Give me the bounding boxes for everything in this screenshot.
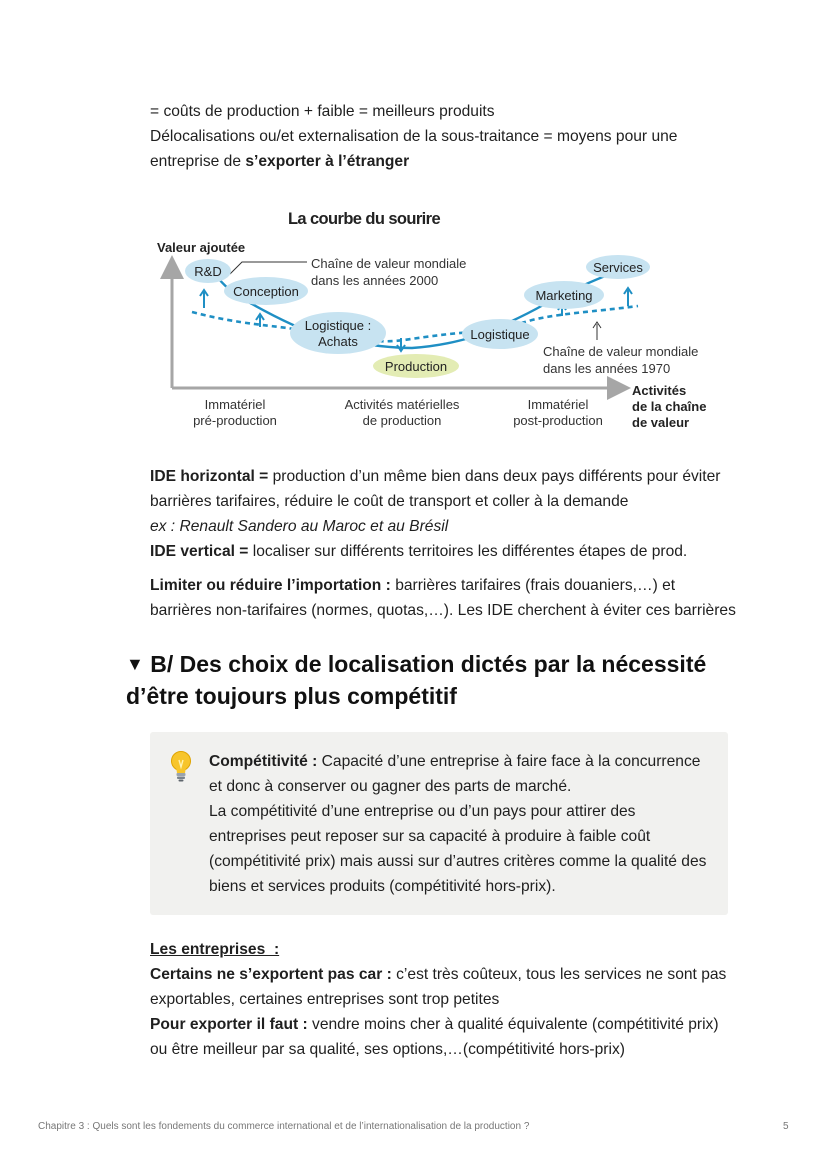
node-logistique-achats-1: Logistique : — [304, 318, 372, 333]
intro-line-1 — [150, 99, 740, 124]
page-number: 5 — [783, 1121, 789, 1132]
node-logistique: Logistique — [470, 327, 530, 342]
no-export-paragraph — [150, 962, 740, 1012]
callout-text — [209, 749, 709, 899]
footer-chapter: Chapitre 3 : Quels sont les fondements du commerce international et de l’internationalisation de la production ? — [38, 1121, 530, 1132]
annotation-2000-line-2: dans les années 2000 — [311, 273, 439, 288]
bubble-logistique — [462, 319, 538, 349]
bubble-rd — [185, 259, 231, 283]
no-export-label: Certains ne s’exportent pas car : — [150, 966, 392, 983]
annotation-1970-line-2: dans les années 1970 — [543, 361, 671, 376]
node-logistique-achats-2: Achats — [318, 334, 358, 349]
companies-heading: Les entreprises : — [150, 941, 280, 958]
intro-line-2 — [150, 124, 740, 174]
annotation-2000-line-1: Chaîne de valeur mondiale — [311, 256, 467, 271]
ide-vertical-text: localiser sur différents territoires les différentes étapes de prod. — [248, 543, 688, 560]
ide-horizontal-text: production d’un même bien dans deux pays différents pour éviter barrières tarifaires, réduire le coût de transport et coller à la demande — [150, 468, 721, 510]
annotation-2000-leader — [230, 262, 307, 274]
lightbulb-icon — [168, 750, 194, 784]
category-post-2: post-production — [513, 413, 603, 428]
ide-vertical-label: IDE vertical = — [150, 543, 249, 560]
export-paragraph — [150, 1012, 740, 1062]
ide-horizontal-label: IDE horizontal = — [150, 468, 269, 485]
annotation-1970-line-1: Chaîne de valeur mondiale — [543, 344, 699, 359]
competitivite-callout — [150, 732, 728, 915]
category-post-1: Immatériel — [527, 397, 589, 412]
intro-line-1-text: = coûts de production + faible = meilleurs produits — [150, 103, 495, 120]
section-b-heading[interactable] — [126, 648, 746, 712]
x-axis-label-2: de la chaîne — [632, 399, 707, 414]
section-b-title: B/ Des choix de localisation dictés par la nécessité d’être toujours plus compétitif — [126, 651, 707, 709]
figure-title: La courbe du sourire — [287, 210, 441, 228]
callout-text-2: La compétitivité d’une entreprise ou d’un pays pour attirer des entreprises peut reposer sur sa capacité à produire à faible coût (compétitivité prix) mais aussi sur d’autres critères comme la qualité des biens et services produits (compétitivité hors-prix). — [209, 803, 707, 895]
toggle-triangle-icon[interactable]: ▼ — [126, 654, 144, 674]
node-conception: Conception — [233, 284, 299, 299]
smile-curve-figure — [152, 200, 722, 440]
no-export-text: c’est très coûteux, tous les services ne sont pas exportables, certaines entreprises sont trop petites — [150, 966, 727, 1008]
bubble-logistique-achats — [290, 312, 386, 354]
import-text: barrières tarifaires (frais douaniers,…) et barrières non-tarifaires (normes, quotas,…). Les IDE cherchent à éviter ces barrières — [150, 577, 736, 619]
callout-label: Compétitivité : — [209, 753, 318, 770]
category-mid-2: de production — [362, 413, 442, 428]
node-services: Services — [593, 260, 643, 275]
ide-vertical — [150, 539, 740, 564]
y-axis-label: Valeur ajoutée — [157, 240, 246, 255]
ide-horizontal — [150, 464, 740, 514]
export-text: vendre moins cher à qualité équivalente (compétitivité prix) ou être meilleur par sa qualité, ses options,…(compétitivité hors-prix) — [150, 1016, 719, 1058]
bubble-marketing — [524, 281, 604, 309]
import-paragraph — [150, 573, 740, 623]
curve-1970 — [192, 306, 638, 341]
x-axis-label-3: de valeur — [632, 415, 690, 430]
ide-example: ex : Renault Sandero au Maroc et au Brésil — [150, 518, 449, 535]
category-pre-1: Immatériel — [204, 397, 266, 412]
bubble-production — [373, 354, 459, 378]
bubble-conception — [224, 277, 308, 305]
node-production: Production — [384, 359, 448, 374]
import-label: Limiter ou réduire l’importation : — [150, 577, 391, 594]
node-rd: R&D — [194, 264, 222, 279]
category-pre-2: pré-production — [193, 413, 277, 428]
category-mid-1: Activités matérielles — [344, 397, 460, 412]
intro-line-2-text: Délocalisations ou/et externalisation de la sous-traitance = moyens pour une entreprise de — [150, 128, 678, 170]
export-label: Pour exporter il faut : — [150, 1016, 308, 1033]
intro-line-2-bold: s’exporter à l’étranger — [245, 153, 410, 170]
node-marketing: Marketing — [535, 288, 593, 303]
callout-text-1: Capacité d’une entreprise à faire face à la concurrence et donc à conserver ou gagner des parts de marché. — [209, 753, 701, 795]
bubble-services — [586, 255, 650, 279]
x-axis-label-1: Activités — [632, 383, 687, 398]
